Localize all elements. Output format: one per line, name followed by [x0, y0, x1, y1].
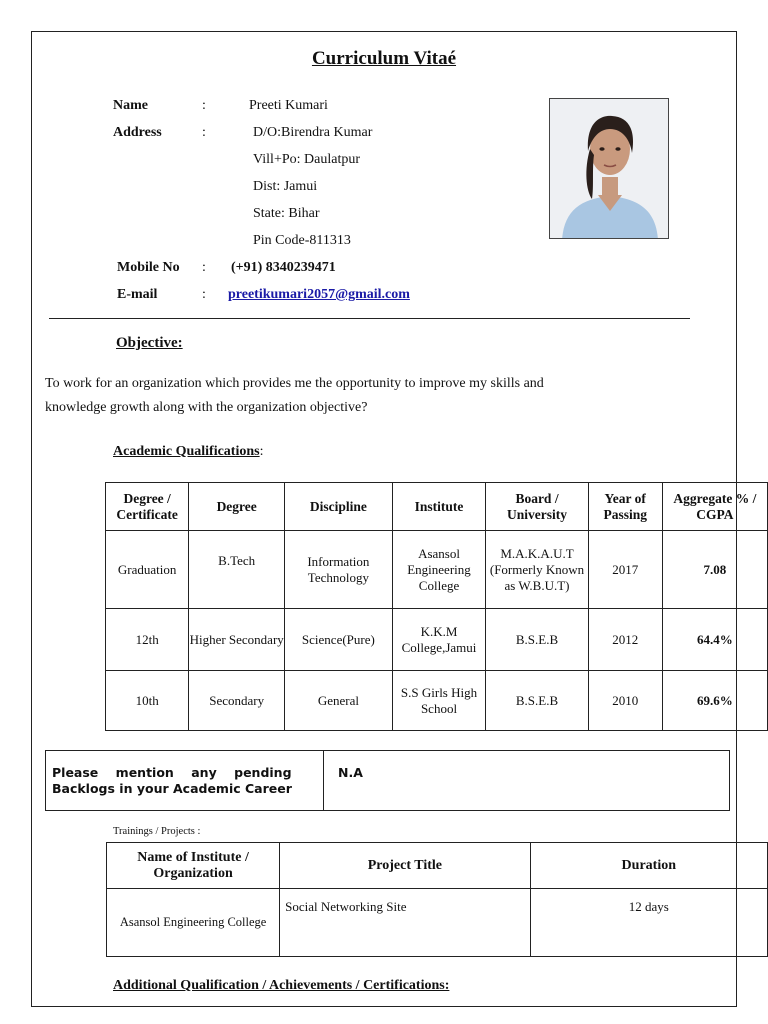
- objective-text-line: To work for an organization which provides me the opportunity to improve my skills and: [45, 376, 544, 391]
- objective-heading: Objective:: [116, 335, 183, 351]
- table-cell: 2010: [588, 671, 662, 731]
- table-header-row: [106, 483, 768, 531]
- document-title: Curriculum Vitaé: [311, 48, 457, 69]
- table-cell: 12th: [106, 609, 189, 671]
- name-value: Preeti Kumari: [249, 98, 328, 113]
- column-header: Institute: [392, 483, 486, 531]
- trainings-table: [106, 842, 768, 957]
- backlogs-value: N.A: [338, 765, 363, 780]
- table-cell: 2012: [588, 609, 662, 671]
- table-row: [106, 609, 768, 671]
- name-colon: :: [202, 98, 206, 113]
- backlogs-box: [45, 750, 730, 811]
- table-row: [107, 889, 768, 957]
- address-line: Pin Code-811313: [253, 233, 351, 248]
- column-header: Degree / Certificate: [106, 483, 189, 531]
- academic-heading-colon: :: [259, 444, 264, 459]
- address-label: Address: [113, 125, 162, 140]
- table-cell: M.A.K.A.U.T (Formerly Known as W.B.U.T): [486, 531, 588, 609]
- address-line: Dist: Jamui: [253, 179, 318, 194]
- table-cell: 7.08: [662, 531, 767, 609]
- table-cell: K.K.M College,Jamui: [392, 609, 486, 671]
- table-cell: Social Networking Site: [280, 889, 530, 957]
- column-header: Discipline: [285, 483, 393, 531]
- address-colon: :: [202, 125, 206, 140]
- column-header: Duration: [530, 843, 767, 889]
- table-cell: Information Technology: [285, 531, 393, 609]
- table-row: [106, 671, 768, 731]
- academic-table: [105, 482, 768, 731]
- table-cell: 10th: [106, 671, 189, 731]
- table-cell: 2017: [588, 531, 662, 609]
- mobile-label: Mobile No: [117, 260, 180, 275]
- email-link[interactable]: preetikumari2057@gmail.com: [228, 287, 410, 302]
- email-label: E-mail: [117, 287, 158, 302]
- table-cell: Asansol Engineering College: [392, 531, 486, 609]
- mobile-value: (+91) 8340239471: [231, 260, 336, 275]
- table-cell: B.Tech: [189, 531, 285, 609]
- address-line: State: Bihar: [253, 206, 320, 221]
- table-header-row: [107, 843, 768, 889]
- objective-text-line: knowledge growth along with the organization objective?: [45, 400, 368, 415]
- name-label: Name: [113, 98, 148, 113]
- column-header: Board / University: [486, 483, 588, 531]
- table-cell: B.S.E.B: [486, 671, 588, 731]
- table-cell: 12 days: [530, 889, 767, 957]
- trainings-caption: Trainings / Projects :: [113, 826, 201, 837]
- column-header: Name of Institute / Organization: [107, 843, 280, 889]
- table-row: [106, 531, 768, 609]
- academic-heading-text: Academic Qualifications: [113, 444, 260, 459]
- table-cell: 64.4%: [662, 609, 767, 671]
- address-line: Vill+Po: Daulatpur: [253, 152, 360, 167]
- profile-photo: [549, 98, 669, 239]
- table-cell: Higher Secondary: [189, 609, 285, 671]
- table-cell: Asansol Engineering College: [107, 889, 280, 957]
- backlogs-divider: [323, 751, 324, 810]
- table-cell: Graduation: [106, 531, 189, 609]
- email-colon: :: [202, 287, 206, 302]
- table-cell: Secondary: [189, 671, 285, 731]
- backlogs-label-line: Backlogs in your Academic Career: [52, 781, 292, 796]
- column-header: Project Title: [280, 843, 530, 889]
- column-header: Year of Passing: [588, 483, 662, 531]
- table-cell: S.S Girls High School: [392, 671, 486, 731]
- additional-heading: Additional Qualification / Achievements / Certifications:: [113, 978, 450, 993]
- mobile-colon: :: [202, 260, 206, 275]
- backlogs-label-line: Please mention any pending: [52, 765, 292, 780]
- address-line: D/O:Birendra Kumar: [253, 125, 373, 140]
- section-divider: [49, 318, 690, 319]
- table-cell: B.S.E.B: [486, 609, 588, 671]
- table-cell: 69.6%: [662, 671, 767, 731]
- column-header: Degree: [189, 483, 285, 531]
- academic-heading: [113, 444, 264, 460]
- table-cell: Science(Pure): [285, 609, 393, 671]
- column-header: Aggregate % / CGPA: [662, 483, 767, 531]
- table-cell: General: [285, 671, 393, 731]
